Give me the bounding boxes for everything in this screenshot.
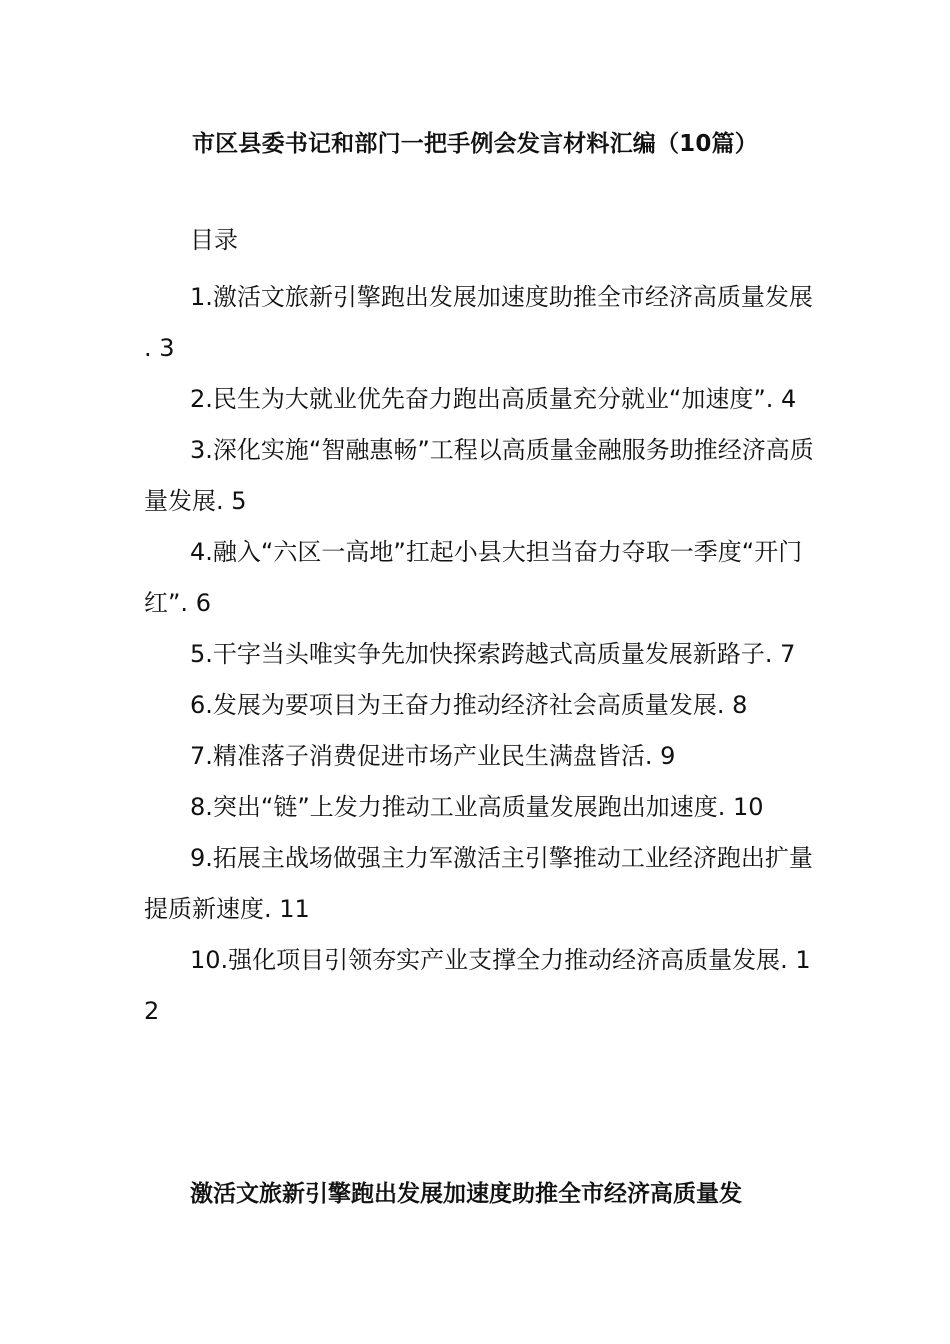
toc-item-1[interactable]: 1.激活文旅新引擎跑出发展加速度助推全市经济高质量发展. 3 bbox=[144, 283, 813, 362]
toc-item-9[interactable]: 9.拓展主战场做强主力军激活主引擎推动工业经济跑出扩量提质新速度. 11 bbox=[144, 844, 813, 923]
toc-item-2[interactable]: 2.民生为大就业优先奋力跑出高质量充分就业“加速度”. 4 bbox=[190, 385, 797, 413]
toc-heading: 目录 bbox=[190, 226, 238, 254]
toc-item-8[interactable]: 8.突出“链”上发力推动工业高质量发展跑出加速度. 10 bbox=[190, 793, 764, 821]
toc-item-4[interactable]: 4.融入“六区一高地”扛起小县大担当奋力夺取一季度“开门红”. 6 bbox=[144, 538, 803, 617]
toc-item-3[interactable]: 3.深化实施“智融惠畅”工程以高质量金融服务助推经济高质量发展. 5 bbox=[144, 436, 814, 515]
toc-item-7[interactable]: 7.精准落子消费促进市场产业民生满盘皆活. 9 bbox=[190, 742, 676, 770]
toc-item-6[interactable]: 6.发展为要项目为王奋力推动经济社会高质量发展. 8 bbox=[190, 691, 748, 719]
toc-item-5[interactable]: 5.干字当头唯实争先加快探索跨越式高质量发展新路子. 7 bbox=[190, 640, 796, 668]
section-title: 激活文旅新引擎跑出发展加速度助推全市经济高质量发 bbox=[190, 1181, 742, 1207]
toc-item-10[interactable]: 10.强化项目引领夯实产业支撑全力推动经济高质量发展. 12 bbox=[144, 946, 811, 1025]
document-title: 市区县委书记和部门一把手例会发言材料汇编（10篇） bbox=[191, 131, 758, 157]
table-of-contents bbox=[144, 272, 814, 1037]
